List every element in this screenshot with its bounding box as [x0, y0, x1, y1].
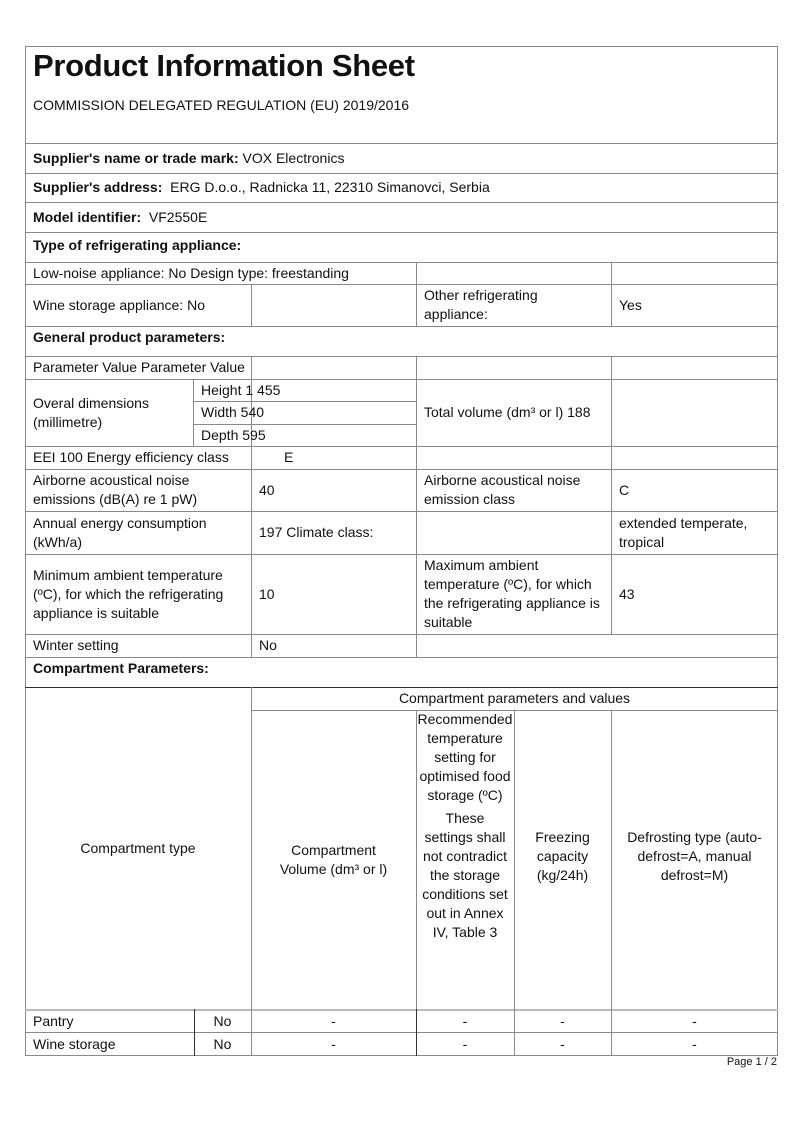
col-temp-note: These settings shall not contradict the storage conditions set out in Annex IV, Table 3 — [422, 810, 508, 940]
eei-energy-class-label: EEI 100 Energy efficiency class — [33, 449, 229, 465]
row-wine-defrost: - — [692, 1036, 697, 1052]
winter-setting-label: Winter setting — [33, 637, 119, 653]
other-refrigerating-label: Other refrigerating appliance: — [424, 287, 538, 322]
model-identifier-row — [25, 202, 778, 232]
noise-emissions-label: Airborne acoustical noise emissions (dB(A) re 1 pW) — [33, 472, 198, 507]
energy-consumption-label: Annual energy consumption (kWh/a) — [33, 514, 207, 550]
dimensions-label: Overal dimensions (millimetre) — [33, 394, 149, 430]
row-pantry-present: No — [213, 1012, 232, 1029]
noise-class-value: C — [619, 481, 630, 498]
min-temp-label: Minimum ambient temperature (ºC), for which the refrigerating appliance is suitable — [33, 566, 224, 621]
row-wine-freezing: - — [560, 1036, 565, 1052]
col-compartment-type: Compartment type — [80, 839, 196, 856]
row-wine-volume: - — [331, 1036, 336, 1052]
supplier-name-label: Supplier's name or trade mark: — [33, 149, 239, 166]
compartment-heading: Compartment Parameters: — [33, 660, 209, 676]
supplier-address-row — [25, 173, 778, 202]
max-temp-label: Maximum ambient temperature (ºC), for which the refrigerating appliance is suitable — [424, 557, 600, 630]
eei-energy-class-value: E — [284, 449, 294, 465]
low-noise-design-type: Low-noise appliance: No Design type: freestanding — [33, 264, 349, 281]
noise-class-label: Airborne acoustical noise emission class — [424, 472, 581, 507]
row-wine-type: Wine storage — [33, 1036, 116, 1052]
min-temp-value: 10 — [259, 585, 275, 602]
energy-consumption-value: 197 Climate class: — [259, 524, 374, 540]
parameter-header: Parameter Value Parameter Value — [33, 359, 245, 375]
model-identifier-label: Model identifier: — [33, 208, 142, 225]
total-volume: Total volume (dm³ or l) 188 — [424, 404, 591, 420]
row-pantry-volume: - — [331, 1012, 336, 1029]
row-pantry-type: Pantry — [33, 1012, 74, 1029]
other-refrigerating-value: Yes — [619, 296, 642, 313]
row-wine-temp: - — [462, 1036, 468, 1052]
dimension-depth: Depth 595 — [201, 426, 266, 443]
row-wine-present: No — [213, 1036, 232, 1052]
winter-setting-value: No — [259, 637, 277, 653]
type-heading: Type of refrigerating appliance: — [33, 237, 242, 253]
row-pantry-defrost: - — [692, 1012, 697, 1029]
dimension-width: Width 540 — [201, 404, 265, 420]
col-temp-title: Recommended temperature setting for optimised food storage (ºC) — [417, 711, 513, 803]
supplier-address-value: ERG D.o.o., Radnicka 11, 22310 Simanovci, Serbia — [170, 179, 490, 195]
row-pantry-freezing: - — [560, 1012, 565, 1029]
noise-emissions-value: 40 — [259, 481, 275, 498]
supplier-address-label: Supplier's address: — [33, 179, 163, 195]
page-number: Page 1 / 2 — [726, 1056, 777, 1068]
col-recommended-temp — [416, 710, 514, 1009]
dimension-height: Height 1 455 — [201, 381, 281, 398]
model-identifier-value: VF2550E — [148, 208, 208, 225]
wine-storage-appliance: Wine storage appliance: No — [33, 296, 205, 313]
col-freezing-capacity: Freezing capacity (kg/24h) — [535, 829, 590, 883]
supplier-name-row — [25, 143, 778, 173]
col-compartment-volume: Compartment Volume (dm³ or l) — [279, 841, 388, 877]
regulation-subtitle: COMMISSION DELEGATED REGULATION (EU) 2019/2016 — [33, 97, 410, 113]
compartment-group-header: Compartment parameters and values — [398, 690, 631, 706]
max-temp-value: 43 — [619, 585, 635, 602]
row-pantry-temp: - — [462, 1012, 468, 1029]
supplier-name-value: VOX Electronics — [242, 149, 345, 166]
climate-class-value: extended temperate, tropical — [619, 514, 748, 550]
page-title: Product Information Sheet — [33, 48, 415, 83]
general-heading: General product parameters: — [33, 329, 226, 345]
col-defrosting-type: Defrosting type (auto-defrost=A, manual defrost=M) — [627, 829, 762, 883]
